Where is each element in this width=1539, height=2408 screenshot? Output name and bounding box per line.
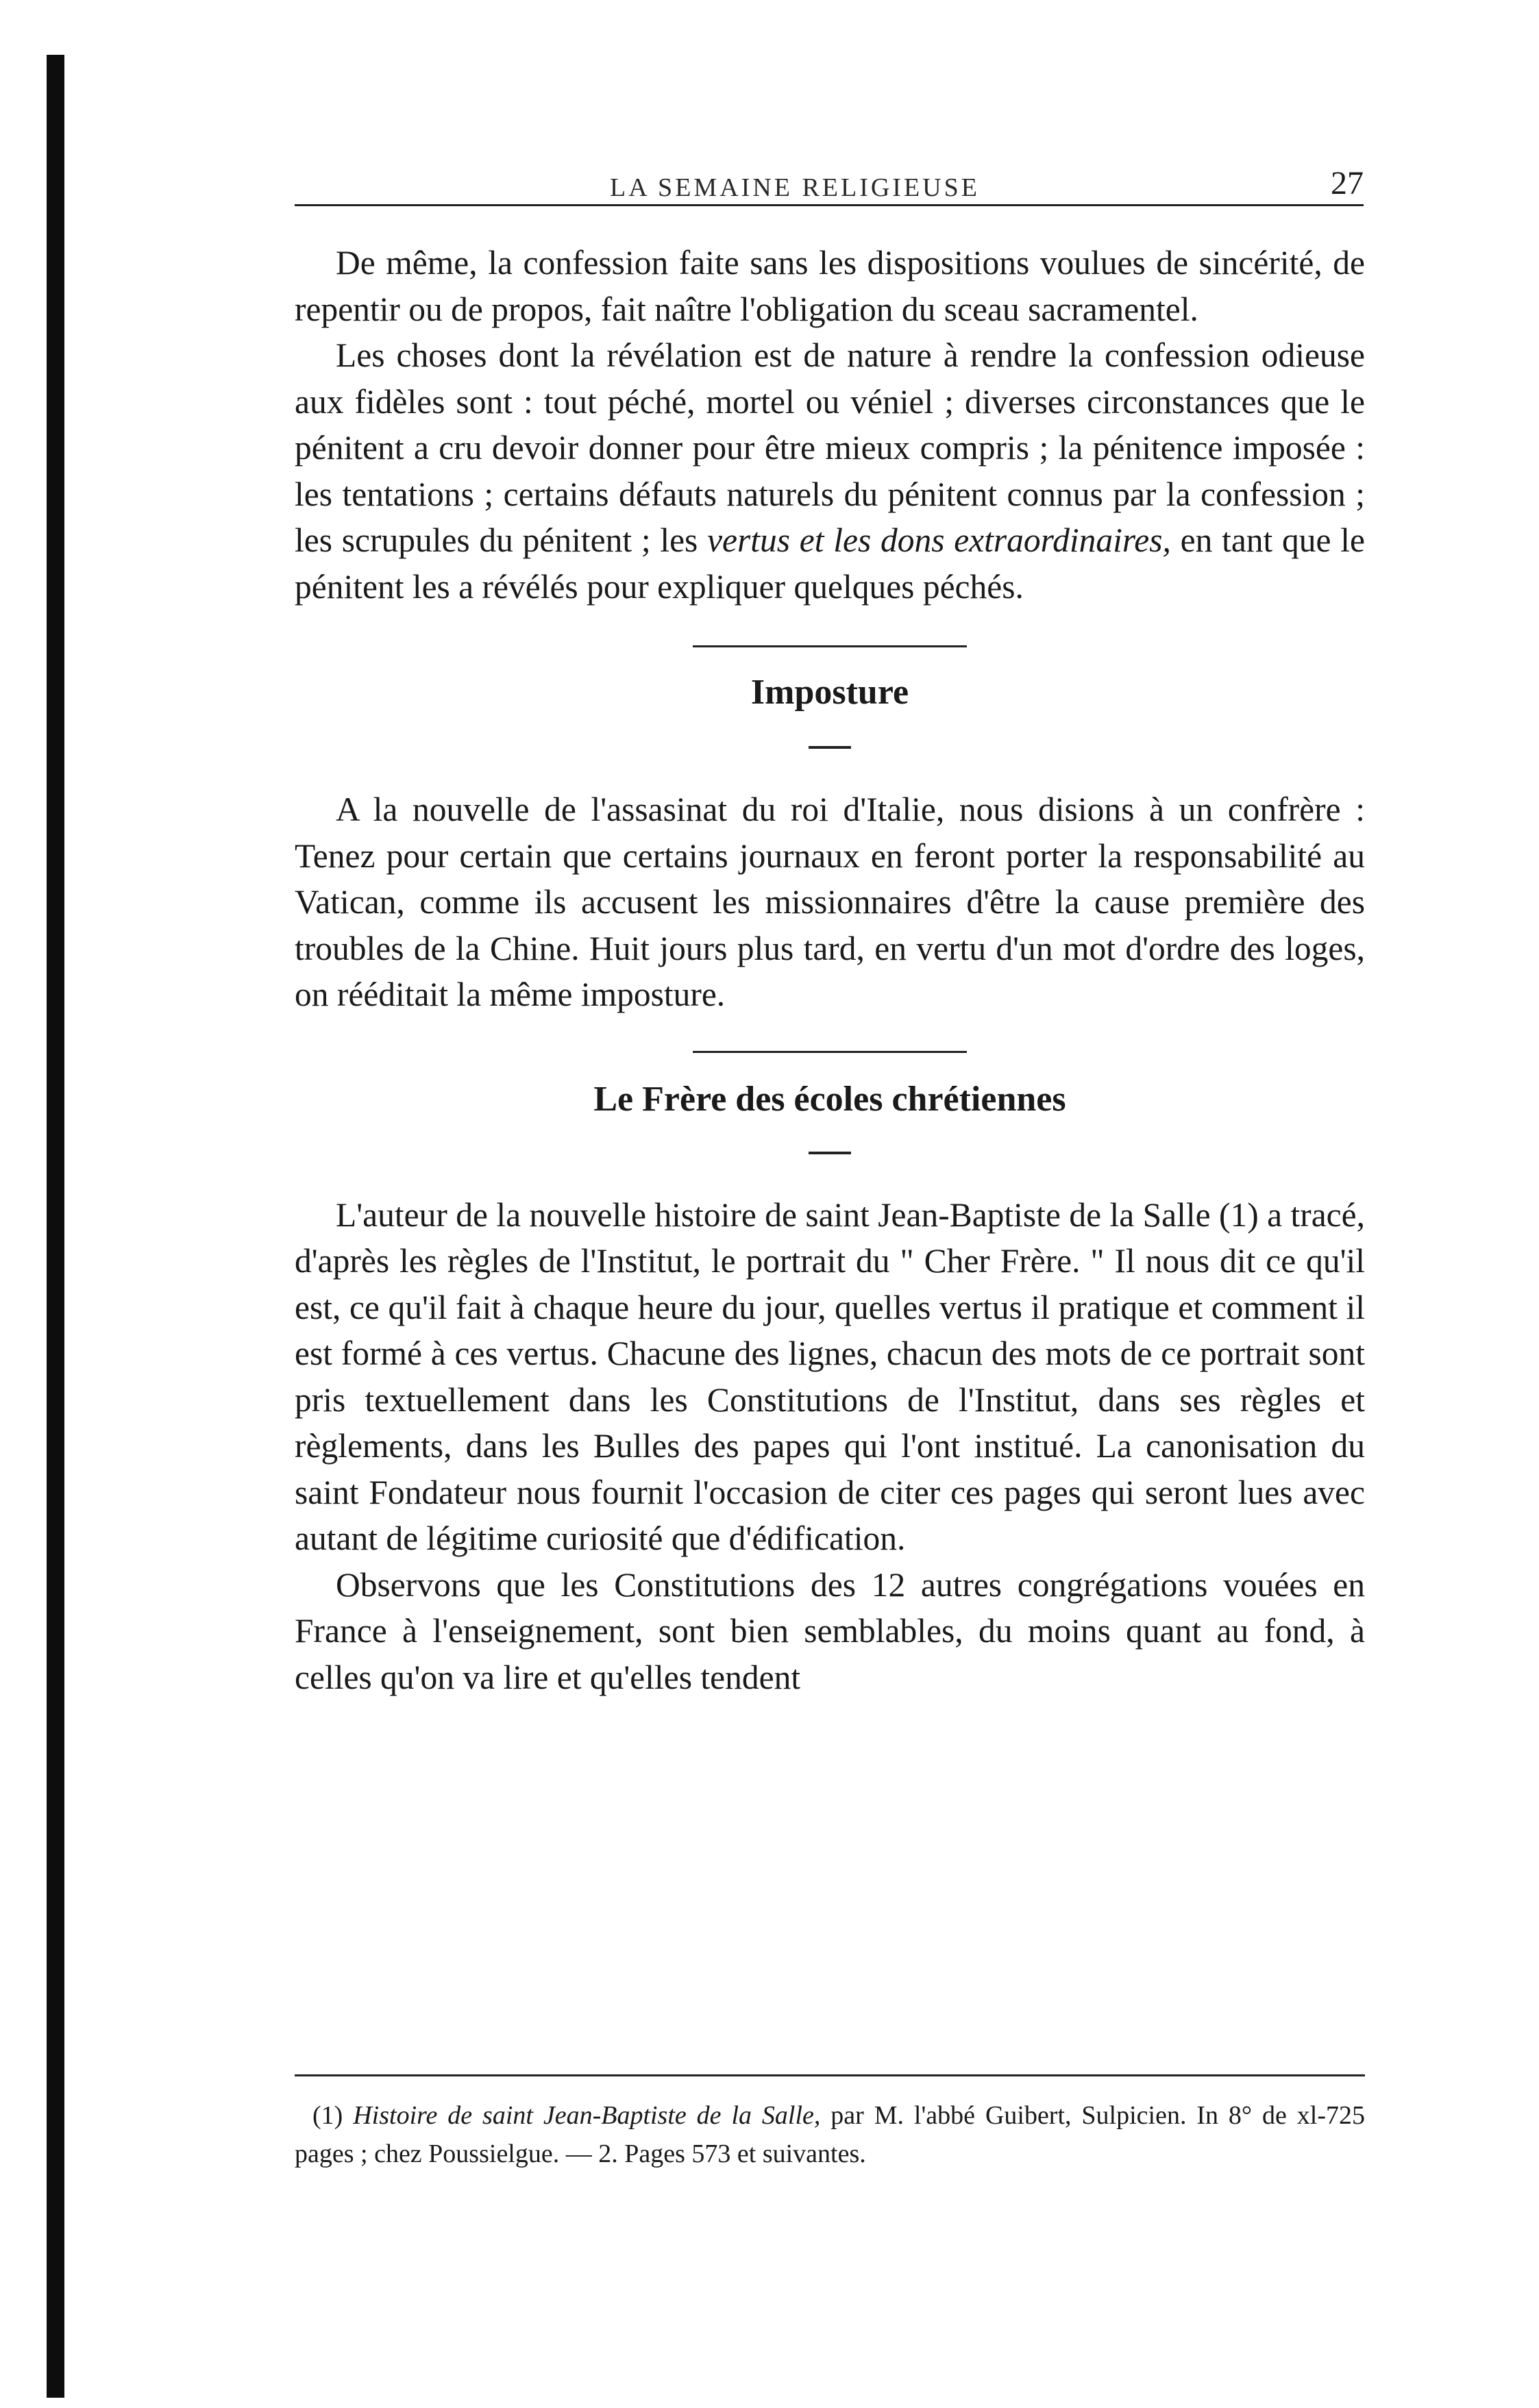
footnote-1 xyxy=(295,2096,1365,2173)
paragraph-frere-constitutions: Observons que les Constitutions des 12 autres congrégations vouées en France à l'enseignement, sont bien semblables, du moins quant au fond, à celles qu'on va lire et qu'elles tendent xyxy=(295,1565,1365,1696)
footnote-text: par M. l'abbé Guibert, Sulpicien. In 8° de xl-725 pages ; chez Poussielgue. — 2. Pages 573 et suivantes. xyxy=(295,2101,1366,2168)
paragraph-revelation-text: Les choses dont la révélation est de nature à rendre la confession odieuse aux fidèles sont : tout péché, mortel ou véniel ; diverses circonstances que le pénitent a cru devoir donner pour être mieux compris ; la pénitence imposée : les tentations ; certains défauts naturels du pénitent connus par la confession ; les scrupules du pénitent ; les xyxy=(295,336,1365,559)
page-number: 27 xyxy=(1331,165,1364,201)
footnote-rule xyxy=(295,2074,1365,2076)
paragraph-revelation-italic: vertus et les dons extraordinaires, xyxy=(707,521,1171,559)
footnotes xyxy=(295,2096,1365,2173)
page-header xyxy=(295,164,1364,206)
footnote-marker: (1) xyxy=(312,2101,343,2130)
page-body xyxy=(295,240,1365,1700)
page-binding-edge xyxy=(47,55,64,2398)
section-title-frere: Le Frère des écoles chrétiennes xyxy=(593,1079,1066,1119)
paragraph-revelation xyxy=(295,332,1365,610)
paragraph-confession: De même, la confession faite sans les dispositions voulues de sincérité, de repentir ou de propos, fait naître l'obligation du sceau sacramentel. xyxy=(295,244,1365,328)
section-title-imposture: Imposture xyxy=(750,673,909,712)
footnote-book-title: Histoire de saint Jean-Baptiste de la Salle, xyxy=(353,2101,821,2130)
paragraph-revelation-end: en tant que le pénitent les a révélés pour expliquer quelques péchés. xyxy=(295,521,1365,606)
paragraph-imposture: A la nouvelle de l'assasinat du roi d'Italie, nous disions à un confrère : Tenez pour certain que certains journaux en feront porter la responsabilité au Vatican, comme ils accusent les missionnaires d'être la cause première des troubles de la Chine. Huit jours plus tard, en vertu d'un mot d'ordre des loges, on rééditait la même imposture. xyxy=(295,791,1365,1013)
header-rule xyxy=(295,204,1364,206)
running-title: LA SEMAINE RELIGIEUSE xyxy=(610,173,980,202)
paragraph-frere-portrait: L'auteur de la nouvelle histoire de saint Jean-Baptiste de la Salle (1) a tracé, d'après les règles de l'Institut, le portrait du " Cher Frère. " Il nous dit ce qu'il est, ce qu'il fait à chaque heure du jour, quelles vertus il pratique et comment il est formé à ces vertus. Chacune des lignes, chacun des mots de ce portrait sont pris textuellement dans les Constitutions de l'Institut, dans ses règles et règlements, dans les Bulles des papes qui l'ont institué. La canonisation du saint Fondateur nous fournit l'occasion de citer ces pages qui seront lues avec autant de légitime curiosité que d'édification. xyxy=(295,1195,1365,1557)
